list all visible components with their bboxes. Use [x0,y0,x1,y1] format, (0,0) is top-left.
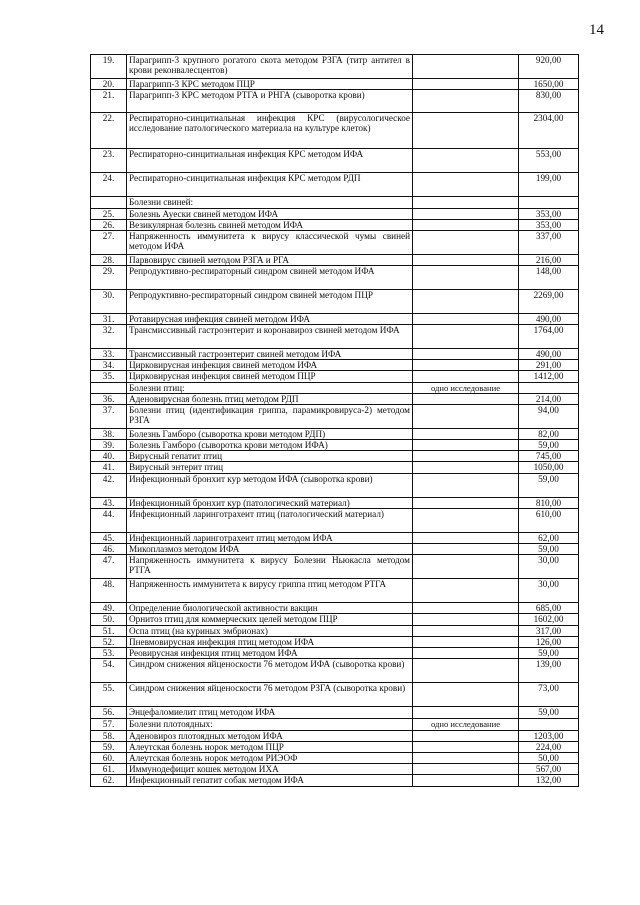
unit-of-measure [413,683,519,707]
row-number: 59. [91,742,127,753]
row-number: 49. [91,603,127,614]
price-value: 132,00 [519,775,579,787]
price-value: 685,00 [519,603,579,614]
price-value: 62,00 [519,533,579,544]
service-name: Напряженность иммунитета к вирусу гриппа птиц методом РТГА [127,579,413,603]
service-name: Респираторно-синцитиальная инфекция КРС методом РДП [127,173,413,197]
row-number: 39. [91,440,127,451]
page-number: 14 [589,22,604,38]
unit-of-measure [413,731,519,742]
row-number: 52. [91,637,127,648]
row-number: 32. [91,325,127,349]
service-name: Аденовироз плотоядных методом ИФА [127,731,413,742]
unit-of-measure [413,405,519,429]
table-row [91,173,579,197]
price-value: 610,00 [519,509,579,533]
price-table [90,54,579,787]
price-value: 830,00 [519,90,579,113]
row-number: 35. [91,371,127,383]
service-name: Аденовирусная болезнь птиц методом РДП [127,394,413,405]
service-name: Болезни птиц (идентификация гриппа, парамикровируса-2) методом РЗГА [127,405,413,429]
price-value: 59,00 [519,648,579,659]
unit-of-measure [413,637,519,648]
table-row [91,533,579,544]
unit-of-measure [413,314,519,325]
unit-of-measure [413,325,519,349]
price-value: 745,00 [519,451,579,462]
price-value: 1764,00 [519,325,579,349]
service-name: Трансмиссивный гастроэнтерит и коронавироз свиней методом ИФА [127,325,413,349]
table-row [91,462,579,474]
price-value [519,719,579,731]
table-row [91,394,579,405]
table-row [91,113,579,149]
service-name: Парагрипп-3 КРС методом РТГА и РНГА (сыворотка крови) [127,90,413,113]
service-name: Болезни плотоядных: [127,719,413,731]
price-value: 214,00 [519,394,579,405]
price-value: 82,00 [519,429,579,440]
price-value: 224,00 [519,742,579,753]
price-value: 30,00 [519,555,579,579]
service-name: Реовирусная инфекция птиц методом ИФА [127,648,413,659]
service-name: Синдром снижения яйценоскости 76 методом РЗГА (сыворотка крови) [127,683,413,707]
price-value: 553,00 [519,149,579,173]
unit-of-measure [413,197,519,209]
table-row [91,429,579,440]
price-value: 490,00 [519,349,579,360]
unit-of-measure: одно исследование [413,383,519,394]
unit-of-measure [413,429,519,440]
unit-of-measure [413,451,519,462]
row-number: 62. [91,775,127,787]
unit-of-measure [413,614,519,626]
row-number: 22. [91,113,127,149]
row-number: 54. [91,659,127,683]
unit-of-measure [413,290,519,314]
service-name: Цирковирусная инфекция свиней методом ПЦР [127,371,413,383]
unit-of-measure [413,360,519,371]
service-name: Инфекционный бронхит кур методом ИФА (сыворотка крови) [127,474,413,498]
service-name: Болезни птиц: [127,383,413,394]
unit-of-measure [413,742,519,753]
row-number: 36. [91,394,127,405]
service-name: Алеутская болезнь норок методом РИЭОФ [127,753,413,764]
table-row [91,683,579,707]
table-row [91,325,579,349]
service-name: Репродуктивно-респираторный синдром свиней методом ПЦР [127,290,413,314]
service-name: Трансмиссивный гастроэнтерит свиней методом ИФА [127,349,413,360]
unit-of-measure [413,173,519,197]
unit-of-measure [413,231,519,255]
service-name: Орнитоз птиц для коммерческих целей методом ПЦР [127,614,413,626]
service-name: Вирусный гепатит птиц [127,451,413,462]
table-row [91,255,579,266]
price-value: 73,00 [519,683,579,707]
row-number: 43. [91,498,127,509]
price-value: 126,00 [519,637,579,648]
service-name: Инфекционный гепатит собак методом ИФА [127,775,413,787]
table-row [91,753,579,764]
row-number: 37. [91,405,127,429]
unit-of-measure [413,266,519,290]
unit-of-measure [413,90,519,113]
service-name: Пневмовирусная инфекция птиц методом ИФА [127,637,413,648]
price-value: 148,00 [519,266,579,290]
unit-of-measure [413,533,519,544]
price-value: 59,00 [519,544,579,555]
table-row [91,707,579,719]
price-value: 94,00 [519,405,579,429]
unit-of-measure [413,113,519,149]
price-value [519,383,579,394]
unit-of-measure [413,149,519,173]
table-row [91,55,579,79]
service-name: Болезни свиней: [127,197,413,209]
row-number: 56. [91,707,127,719]
unit-of-measure [413,55,519,79]
price-value: 810,00 [519,498,579,509]
unit-of-measure [413,707,519,719]
unit-of-measure: одно исследование [413,719,519,731]
table-row [91,626,579,637]
price-value: 1650,00 [519,79,579,90]
price-value: 291,00 [519,360,579,371]
table-row [91,405,579,429]
row-number: 42. [91,474,127,498]
row-number [91,383,127,394]
service-name: Болезнь Гамборо (сыворотка крови методом ИФА) [127,440,413,451]
service-name: Парагрипп-3 КРС методом ПЦР [127,79,413,90]
row-number: 24. [91,173,127,197]
service-name: Ротавирусная инфекция свиней методом ИФА [127,314,413,325]
row-number: 33. [91,349,127,360]
unit-of-measure [413,555,519,579]
row-number: 25. [91,209,127,220]
table-row [91,719,579,731]
table-row [91,544,579,555]
table-row [91,648,579,659]
row-number: 57. [91,719,127,731]
unit-of-measure [413,209,519,220]
row-number: 45. [91,533,127,544]
row-number: 47. [91,555,127,579]
service-name: Вирусный энтерит птиц [127,462,413,474]
table-row [91,614,579,626]
price-value: 2269,00 [519,290,579,314]
row-number: 44. [91,509,127,533]
table-row [91,474,579,498]
service-name: Болезнь Ауески свиней методом ИФА [127,209,413,220]
table-row [91,731,579,742]
price-value: 337,00 [519,231,579,255]
row-number: 19. [91,55,127,79]
table-row [91,349,579,360]
table-row [91,742,579,753]
service-name: Репродуктивно-респираторный синдром свиней методом ИФА [127,266,413,290]
service-name: Инфекционный бронхит кур (патологический материал) [127,498,413,509]
price-value: 59,00 [519,474,579,498]
table-row [91,579,579,603]
row-number: 51. [91,626,127,637]
price-value: 353,00 [519,220,579,231]
row-number: 46. [91,544,127,555]
table-row [91,764,579,775]
service-name: Парвовирус свиней методом РЗГА и РГА [127,255,413,266]
unit-of-measure [413,371,519,383]
unit-of-measure [413,603,519,614]
service-name: Инфекционный ларинготрахеит птиц методом ИФА [127,533,413,544]
service-name: Напряженность иммунитета к вирусу классической чумы свиней методом ИФА [127,231,413,255]
unit-of-measure [413,349,519,360]
price-value: 199,00 [519,173,579,197]
row-number: 30. [91,290,127,314]
table-row [91,79,579,90]
price-value: 216,00 [519,255,579,266]
service-name: Болезнь Гамборо (сыворотка крови методом РДП) [127,429,413,440]
table-row [91,149,579,173]
row-number: 34. [91,360,127,371]
table-row [91,440,579,451]
row-number: 21. [91,90,127,113]
table-row [91,314,579,325]
unit-of-measure [413,394,519,405]
row-number: 20. [91,79,127,90]
table-row [91,231,579,255]
unit-of-measure [413,498,519,509]
service-name: Синдром снижения яйценоскости 76 методом ИФА (сыворотка крови) [127,659,413,683]
table-row [91,290,579,314]
price-value: 920,00 [519,55,579,79]
price-value: 1412,00 [519,371,579,383]
price-value: 2304,00 [519,113,579,149]
price-value: 567,00 [519,764,579,775]
service-name: Алеутская болезнь норок методом ПЦР [127,742,413,753]
service-name: Определение биологической активности вакцин [127,603,413,614]
price-value: 139,00 [519,659,579,683]
table-row [91,498,579,509]
price-value: 317,00 [519,626,579,637]
row-number: 48. [91,579,127,603]
row-number: 28. [91,255,127,266]
service-name: Микоплазмоз методом ИФА [127,544,413,555]
unit-of-measure [413,626,519,637]
unit-of-measure [413,764,519,775]
table-row [91,266,579,290]
table-row [91,659,579,683]
row-number: 38. [91,429,127,440]
row-number: 26. [91,220,127,231]
table-row [91,209,579,220]
service-name: Инфекционный ларинготрахеит птиц (патологический материал) [127,509,413,533]
row-number: 53. [91,648,127,659]
service-name: Респираторно-синцитиальная инфекция КРС методом ИФА [127,149,413,173]
row-number: 60. [91,753,127,764]
row-number [91,197,127,209]
service-name: Везикулярная болезнь свиней методом ИФА [127,220,413,231]
service-name: Иммунодефицит кошек методом ИХА [127,764,413,775]
service-name: Напряженность иммунитета к вирусу Болезни Ньюкасла методом РТГА [127,555,413,579]
price-value: 353,00 [519,209,579,220]
price-value: 1050,00 [519,462,579,474]
table-row [91,371,579,383]
price-value [519,197,579,209]
unit-of-measure [413,753,519,764]
row-number: 27. [91,231,127,255]
price-value: 59,00 [519,707,579,719]
unit-of-measure [413,544,519,555]
row-number: 40. [91,451,127,462]
service-name: Парагрипп-3 крупного рогатого скота методом РЗГА (титр антител в крови реконвалесцентов) [127,55,413,79]
unit-of-measure [413,462,519,474]
unit-of-measure [413,775,519,787]
price-value: 30,00 [519,579,579,603]
service-name: Респираторно-синцитиальная инфекция КРС (вирусологическое исследование патологического материала на культуре клеток) [127,113,413,149]
table-row [91,90,579,113]
table-row [91,360,579,371]
service-name: Оспа птиц (на куриных эмбрионах) [127,626,413,637]
price-value: 1602,00 [519,614,579,626]
unit-of-measure [413,659,519,683]
row-number: 23. [91,149,127,173]
unit-of-measure [413,255,519,266]
unit-of-measure [413,79,519,90]
service-name: Цирковирусная инфекция свиней методом ИФА [127,360,413,371]
price-value: 490,00 [519,314,579,325]
row-number: 55. [91,683,127,707]
price-value: 1203,00 [519,731,579,742]
table-row [91,603,579,614]
table-row [91,220,579,231]
row-number: 61. [91,764,127,775]
unit-of-measure [413,579,519,603]
table-row [91,383,579,394]
table-row [91,555,579,579]
table-row [91,451,579,462]
unit-of-measure [413,220,519,231]
unit-of-measure [413,474,519,498]
unit-of-measure [413,440,519,451]
row-number: 50. [91,614,127,626]
table-row [91,197,579,209]
unit-of-measure [413,509,519,533]
table-row [91,775,579,787]
service-name: Энцефаломиелит птиц методом ИФА [127,707,413,719]
row-number: 58. [91,731,127,742]
table-row [91,637,579,648]
price-value: 59,00 [519,440,579,451]
row-number: 29. [91,266,127,290]
table-row [91,509,579,533]
price-value: 50,00 [519,753,579,764]
unit-of-measure [413,648,519,659]
row-number: 31. [91,314,127,325]
row-number: 41. [91,462,127,474]
